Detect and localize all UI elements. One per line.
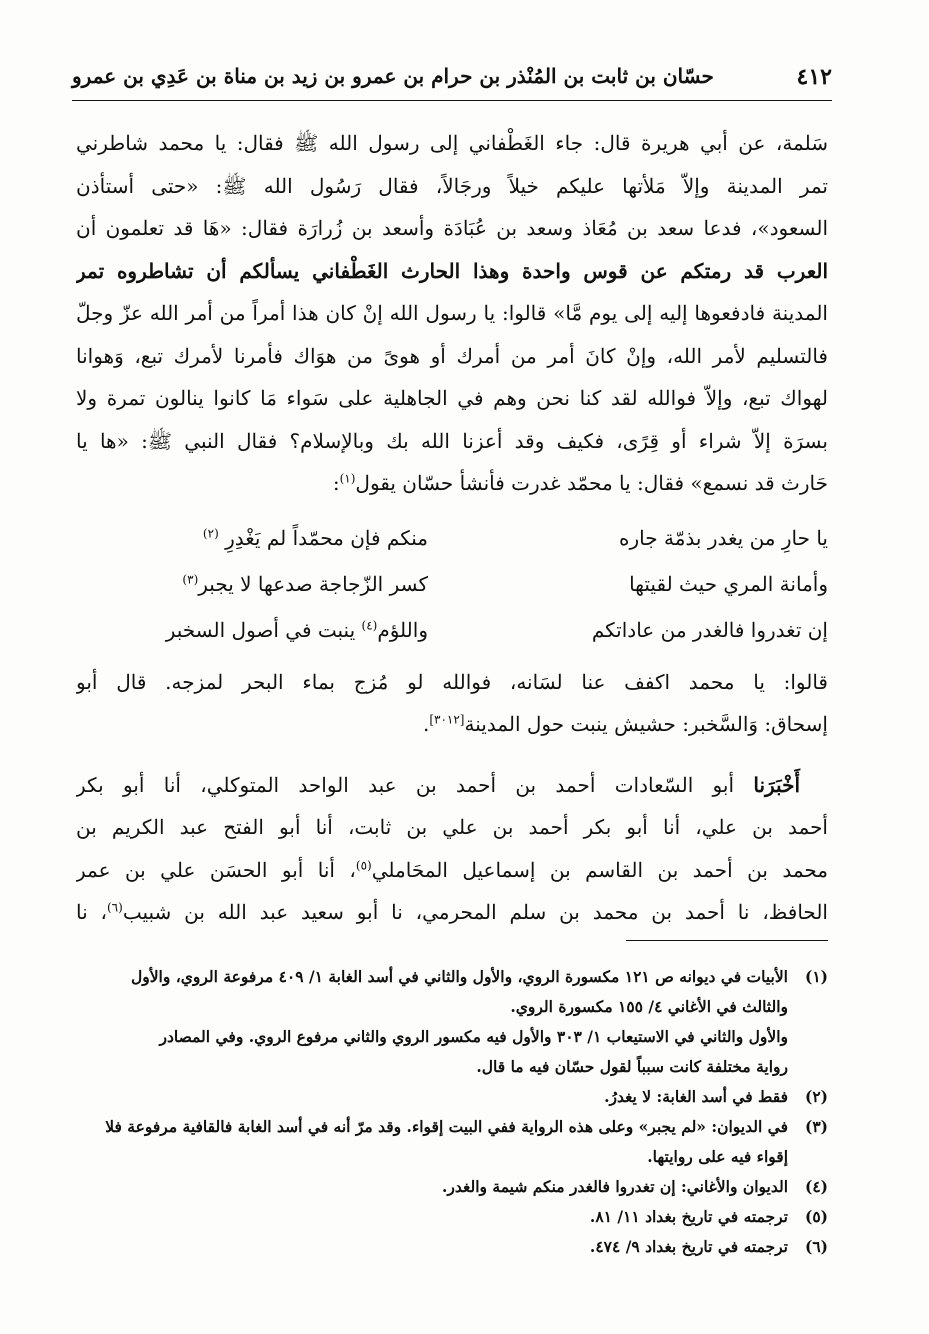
text-line: قالوا: يا محمد اكفف عنا لسَانه، فوالله لو مُزج بماء البحر لمزجه. قال أبو: [76, 669, 828, 694]
verse-second-hemistich: [76, 607, 428, 653]
text-span: ، نا: [76, 900, 107, 924]
footnote: [76, 962, 828, 1022]
footnote-number: (٢): [804, 1087, 828, 1106]
poem-verse: [76, 515, 828, 561]
footnote-text: في الديوان: «لم يجبر» وعلى هذه الرواية ففي البيت إقواء. وقد مرّ أنه في أسد الغابة فالقافية مرفوعة فلا إقواء فيه على روايتها.: [105, 1117, 788, 1166]
footnote: [76, 1172, 828, 1202]
text-span: أبو السّعادات أحمد بن أحمد بن عبد الواحد المتوكلي، أنا أبو بكر: [76, 772, 754, 797]
footnotes: [76, 962, 828, 1262]
text-line: [76, 462, 828, 505]
text-span: كسر الزّجاجة صدعها لا يجبر: [198, 571, 428, 596]
main-text: [76, 122, 828, 934]
text-span: الحافظ، نا أحمد بن محمد بن سلم المحرمي، نا أبو سعيد عبد الله بن شبيب: [122, 900, 828, 924]
footnote: [76, 1232, 828, 1262]
text-span: ينبت في أصول السخبر: [165, 617, 362, 642]
text-line: المدينة فادفعوها إليه إلى يوم مَّا» قالوا: يا رسول الله إنْ كان هذا أمراً من أمر الله عزّ وجلّ: [76, 301, 828, 325]
text-span: حَارث قد نسمع» فقال: يا محمّد غدرت فأنشأ حسّان يقول: [355, 471, 828, 495]
footnote-number: (٥): [804, 1207, 828, 1226]
verse-first-hemistich: إن تغدروا فالغدر من عاداتكم: [591, 617, 828, 642]
text-line: [76, 849, 828, 892]
text-line: فالتسليم لأمر الله، وإنْ كانَ أمر من أمرك أو هوىً من هوَاك فأمرنا لأمرك تبع، وَهوانا: [76, 343, 828, 368]
text-span: منكم فإن محمّداً لم يَغْدِرِ: [225, 525, 428, 550]
text-span: واللؤم: [377, 617, 428, 642]
text-span: محمد بن أحمد بن القاسم بن إسماعيل المحَاملي: [371, 857, 828, 882]
narration-lead: أَخْبَرَنا: [753, 772, 800, 797]
footnote: [76, 1112, 828, 1172]
footnote-ref: (٦): [106, 900, 123, 915]
footnote-ref: (٥): [355, 857, 372, 872]
text-span: ، أنا أبو الحسَن علي بن عمر: [76, 857, 356, 882]
text-line: تمر المدينة وإلاّ مَلأتها عليكم خيلاً ورجَالاً، فقال رَسُول الله ﷺ: «حتى أستأذن: [76, 173, 828, 198]
isnad-paragraph: [76, 764, 828, 934]
text-line: إسحاق: وَالسَّخبر: حشيش ينبت حول المدينة[٣٠١٢].: [422, 712, 828, 736]
footnote-text: ترجمته في تاريخ بغداد ١١/ ٨١.: [589, 1207, 788, 1226]
footnote-ref: (٤): [361, 617, 378, 632]
footnote-number: (٤): [804, 1177, 828, 1196]
text-span: :: [332, 471, 340, 495]
poem-verse: [76, 561, 828, 607]
text-line: [76, 891, 828, 934]
footnote-ref: (٢): [202, 525, 219, 540]
footnote-ref: (٣): [182, 571, 199, 586]
footnote-text: الأبيات في ديوانه ص ١٢١ مكسورة الروي، والأول والثاني في أسد الغابة ١/ ٤٠٩ مرفوعة الروي، والأول والثالث في الأغاني ٤/ ١٥٥ مكسورة الروي.: [130, 967, 788, 1016]
footnote-text: فقط في أسد الغابة: لا يغدرُ.: [604, 1087, 788, 1106]
poem: [76, 515, 828, 653]
text-line: [76, 764, 828, 807]
footnote-number: (٣): [804, 1117, 828, 1136]
text-line: لهواك تبع، وإلاّ فوالله لقد كنا نحن وهم في الجاهلية على سَواء مَا كانوا ينالون تمرة ولا: [76, 386, 828, 410]
footnote: [76, 1202, 828, 1232]
footnote-number: (١): [804, 967, 828, 986]
verse-first-hemistich: وأمانة المري حيث لقيتها: [629, 571, 828, 596]
page-number: ٤١٢: [796, 64, 832, 90]
footnote-ref: (١): [339, 471, 356, 486]
text-line: السعود»، فدعا سعد بن مُعَاذ وسعد بن عُبَادَة وأسعد بن زُرارَة فقال: «هَا قد تعلمون أن: [76, 216, 828, 240]
page-header: [72, 60, 832, 104]
footnote-text: ترجمته في تاريخ بغداد ٩/ ٤٧٤.: [589, 1237, 788, 1256]
text-line: أحمد بن علي، أنا أبو بكر أحمد بن علي بن ثابت، أنا أبو الفتح عبد الكريم بن: [76, 815, 828, 839]
poem-verse: [76, 607, 828, 653]
text-line: العرب قد رمتكم عن قوس واحدة وهذا الحارث الغَطْفاني يسألكم أن تشاطروه تمر: [76, 258, 828, 283]
verse-second-hemistich: [76, 515, 428, 561]
text-span: إسحاق: وَالسَّخبر: حشيش ينبت حول المدينة: [464, 712, 828, 736]
citation-number: [٣٠١٢]: [429, 712, 465, 727]
footnote-number: (٦): [804, 1237, 828, 1256]
header-rule: [72, 100, 832, 101]
footnote-text: والأول والثاني في الاستيعاب ١/ ٣٠٣ والأول فيه مكسور الروي والثاني مرفوع الروي. وفي المصادر رواية مختلفة كانت سبباً لقول حسّان فيه ما قال.: [159, 1027, 788, 1076]
footnote-text: الديوان والأغاني: إن تغدروا فالغدر منكم شيمة والغدر.: [441, 1177, 788, 1196]
text-line: سَلمة، عن أبي هريرة قال: جاء الغَطْفاني إلى رسول الله ﷺ فقال: يا محمد شاطرني: [76, 131, 828, 155]
running-title: حسّان بن ثابت بن المُنْذر بن حرام بن عمرو بن زيد بن مناة بن عَدِي بن عمرو: [72, 64, 714, 88]
verse-second-hemistich: [76, 561, 428, 607]
text-line: بسرَة إلاّ شراء أو قِرًى، فكيف وقد أعزنا الله بك وبالإسلام؟ فقال النبي ﷺ: «ها يا: [76, 428, 828, 453]
footnote: [76, 1082, 828, 1112]
verse-first-hemistich: يا حارِ من يغدر بذمّة جاره: [619, 525, 828, 550]
footnote-separator: [626, 940, 828, 941]
